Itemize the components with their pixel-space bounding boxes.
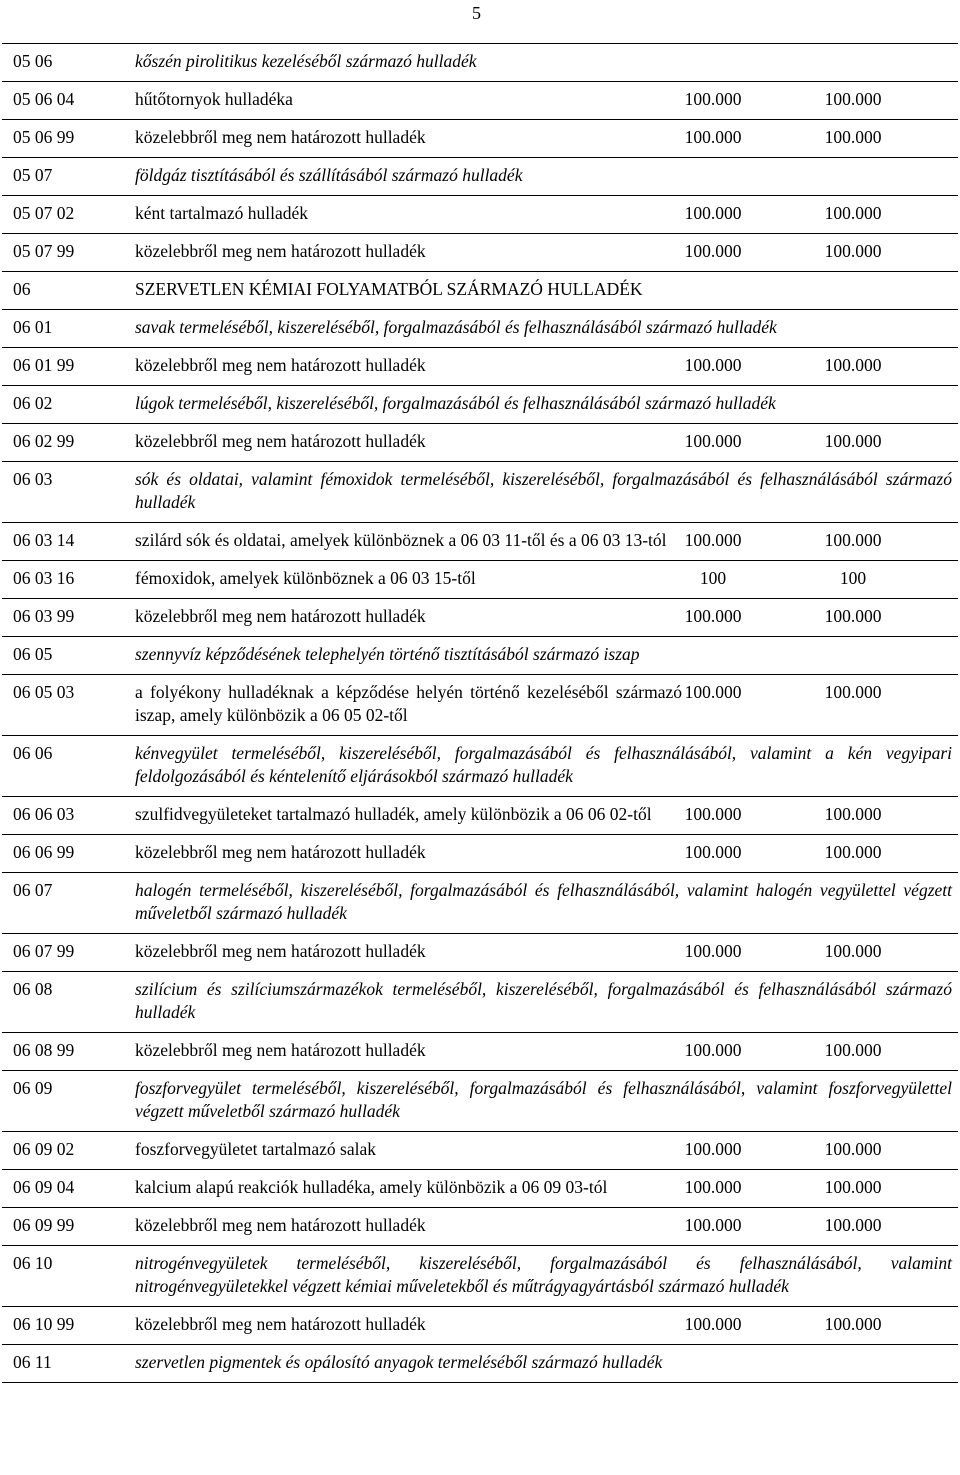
waste-code: 06 06 xyxy=(13,743,53,763)
value-2: 100.000 xyxy=(824,203,882,223)
table-row xyxy=(2,271,958,309)
waste-code: 06 03 16 xyxy=(13,568,75,588)
table-row xyxy=(2,1245,958,1306)
waste-code: 06 06 03 xyxy=(13,804,75,824)
value-1: 100.000 xyxy=(684,804,742,824)
category-description: lúgok termeléséből, kiszereléséből, forgalmazásából és felhasználásából származó hulladék xyxy=(135,393,776,413)
waste-description: fémoxidok, amelyek különböznek a 06 03 15-től xyxy=(135,568,476,588)
value-1: 100.000 xyxy=(684,530,742,550)
value-1: 100.000 xyxy=(684,1177,742,1197)
table-row xyxy=(2,971,958,1032)
value-2: 100.000 xyxy=(824,1177,882,1197)
value-2: 100.000 xyxy=(824,355,882,375)
waste-description: foszforvegyületet tartalmazó salak xyxy=(135,1139,377,1159)
value-1: 100.000 xyxy=(684,1139,742,1159)
table-row xyxy=(2,1070,958,1131)
waste-description: közelebbről meg nem határozott hulladék xyxy=(135,1314,426,1334)
value-2: 100.000 xyxy=(824,804,882,824)
table-row xyxy=(2,933,958,971)
category-description: sók és oldatai, valamint fémoxidok termeléséből, kiszereléséből, forgalmazásából és felhasználásából származó hulladék xyxy=(135,469,952,512)
value-1: 100.000 xyxy=(684,941,742,961)
waste-code: 05 06 99 xyxy=(13,127,75,147)
waste-code: 05 07 99 xyxy=(13,241,75,261)
waste-code: 06 11 xyxy=(13,1352,52,1372)
waste-code: 05 07 02 xyxy=(13,203,75,223)
table-row xyxy=(2,233,958,271)
value-1: 100.000 xyxy=(684,682,742,702)
value-2: 100.000 xyxy=(824,1139,882,1159)
table-row xyxy=(2,796,958,834)
waste-code: 06 09 99 xyxy=(13,1215,75,1235)
table-row xyxy=(2,1207,958,1245)
value-2: 100.000 xyxy=(824,431,882,451)
waste-code: 06 01 99 xyxy=(13,355,75,375)
category-description: nitrogénvegyületek termeléséből, kiszereléséből, forgalmazásából és felhasználásából, valamint nitrogénvegyületekkel végzett kémiai műveletekből és műtrágyagyártásból származó hulladék xyxy=(135,1253,952,1296)
waste-description: közelebbről meg nem határozott hulladék xyxy=(135,127,426,147)
table-row xyxy=(2,309,958,347)
table-row xyxy=(2,385,958,423)
waste-description: ként tartalmazó hulladék xyxy=(135,203,308,223)
category-description: szervetlen pigmentek és opálosító anyagok termeléséből származó hulladék xyxy=(135,1352,663,1372)
category-description: kőszén pirolitikus kezeléséből származó hulladék xyxy=(135,51,477,71)
waste-description: közelebbről meg nem határozott hulladék xyxy=(135,1215,426,1235)
table-row xyxy=(2,636,958,674)
category-description: foszforvegyület termeléséből, kiszereléséből, forgalmazásából és felhasználásából, valamint foszforvegyülettel végzett műveletből származó hulladék xyxy=(135,1078,952,1121)
value-2: 100.000 xyxy=(824,606,882,626)
waste-description: közelebbről meg nem határozott hulladék xyxy=(135,1040,426,1060)
table-row xyxy=(2,1169,958,1207)
waste-description: közelebbről meg nem határozott hulladék xyxy=(135,431,426,451)
table-row xyxy=(2,157,958,195)
waste-code: 06 05 03 xyxy=(13,682,75,702)
value-2: 100.000 xyxy=(824,842,882,862)
table-row xyxy=(2,1306,958,1344)
table-row xyxy=(2,1344,958,1383)
waste-code: 06 10 xyxy=(13,1253,53,1273)
waste-description: közelebbről meg nem határozott hulladék xyxy=(135,241,426,261)
waste-code: 06 01 xyxy=(13,317,53,337)
value-2: 100.000 xyxy=(824,127,882,147)
value-1: 100.000 xyxy=(684,127,742,147)
table-row xyxy=(2,81,958,119)
table-row xyxy=(2,1032,958,1070)
waste-description: kalcium alapú reakciók hulladéka, amely különbözik a 06 09 03-tól xyxy=(135,1177,608,1197)
value-2: 100.000 xyxy=(824,530,882,550)
waste-description: közelebbről meg nem határozott hulladék xyxy=(135,941,426,961)
chapter-title: SZERVETLEN KÉMIAI FOLYAMATBÓL SZÁRMAZÓ HULLADÉK xyxy=(135,279,643,299)
waste-description: közelebbről meg nem határozott hulladék xyxy=(135,606,426,626)
waste-code: 06 05 xyxy=(13,644,53,664)
waste-code: 06 08 xyxy=(13,979,53,999)
waste-code: 06 02 xyxy=(13,393,53,413)
waste-code: 06 xyxy=(13,279,31,299)
waste-code: 06 07 xyxy=(13,880,53,900)
value-2: 100 xyxy=(839,568,867,588)
value-2: 100.000 xyxy=(824,1314,882,1334)
waste-description: közelebbről meg nem határozott hulladék xyxy=(135,842,426,862)
value-2: 100.000 xyxy=(824,89,882,109)
waste-code: 06 09 04 xyxy=(13,1177,75,1197)
value-1: 100.000 xyxy=(684,89,742,109)
value-1: 100.000 xyxy=(684,842,742,862)
value-2: 100.000 xyxy=(824,941,882,961)
waste-code: 06 09 02 xyxy=(13,1139,75,1159)
category-description: halogén termeléséből, kiszereléséből, forgalmazásából és felhasználásából, valamint halogén vegyülettel végzett műveletből származó hulladék xyxy=(135,880,952,923)
value-1: 100.000 xyxy=(684,203,742,223)
waste-code: 06 08 99 xyxy=(13,1040,75,1060)
value-1: 100.000 xyxy=(684,1215,742,1235)
category-description: földgáz tisztításából és szállításából származó hulladék xyxy=(135,165,523,185)
category-description: savak termeléséből, kiszereléséből, forgalmazásából és felhasználásából származó hulladék xyxy=(135,317,777,337)
waste-code: 05 06 xyxy=(13,51,53,71)
value-1: 100.000 xyxy=(684,431,742,451)
table-row xyxy=(2,598,958,636)
table-row xyxy=(2,43,958,81)
waste-description: szulfidvegyületeket tartalmazó hulladék, amely különbözik a 06 06 02-től xyxy=(135,804,652,824)
value-1: 100.000 xyxy=(684,241,742,261)
waste-description: a folyékony hulladéknak a képződése helyén történő kezeléséből származó iszap, amely különbözik a 06 05 02-től xyxy=(135,682,682,725)
waste-code: 05 06 04 xyxy=(13,89,75,109)
value-1: 100 xyxy=(699,568,727,588)
value-2: 100.000 xyxy=(824,682,882,702)
waste-code: 06 09 xyxy=(13,1078,53,1098)
table-row xyxy=(2,347,958,385)
page-number: 5 xyxy=(472,3,481,23)
value-1: 100.000 xyxy=(684,606,742,626)
waste-code: 06 03 xyxy=(13,469,53,489)
waste-code: 06 03 99 xyxy=(13,606,75,626)
table-row xyxy=(2,461,958,522)
waste-code: 06 03 14 xyxy=(13,530,75,550)
table-row xyxy=(2,119,958,157)
table-row xyxy=(2,834,958,872)
table-row xyxy=(2,872,958,933)
value-1: 100.000 xyxy=(684,1314,742,1334)
waste-description: közelebbről meg nem határozott hulladék xyxy=(135,355,426,375)
category-description: szilícium és szilíciumszármazékok termeléséből, kiszereléséből, forgalmazásából és felhasználásából származó hulladék xyxy=(135,979,952,1022)
table-row xyxy=(2,195,958,233)
table-row xyxy=(2,560,958,598)
table-row xyxy=(2,522,958,560)
table-row xyxy=(2,674,958,735)
value-2: 100.000 xyxy=(824,1040,882,1060)
value-1: 100.000 xyxy=(684,1040,742,1060)
waste-code: 06 10 99 xyxy=(13,1314,75,1334)
waste-description: hűtőtornyok hulladéka xyxy=(135,89,293,109)
table-row xyxy=(2,1131,958,1169)
value-2: 100.000 xyxy=(824,241,882,261)
waste-code: 06 07 99 xyxy=(13,941,75,961)
category-description: szennyvíz képződésének telephelyén történő tisztításából származó iszap xyxy=(135,644,640,664)
waste-description: szilárd sók és oldatai, amelyek különböznek a 06 03 11-től és a 06 03 13-tól xyxy=(135,530,667,550)
value-1: 100.000 xyxy=(684,355,742,375)
waste-code: 06 02 99 xyxy=(13,431,75,451)
table-row xyxy=(2,735,958,796)
table-row xyxy=(2,423,958,461)
value-2: 100.000 xyxy=(824,1215,882,1235)
waste-code: 06 06 99 xyxy=(13,842,75,862)
category-description: kénvegyület termeléséből, kiszereléséből, forgalmazásából és felhasználásából, valamint a kén vegyipari feldolgozásából és kéntelenítő eljárásokból származó hulladék xyxy=(135,743,952,786)
waste-table xyxy=(2,43,958,1383)
waste-code: 05 07 xyxy=(13,165,53,185)
